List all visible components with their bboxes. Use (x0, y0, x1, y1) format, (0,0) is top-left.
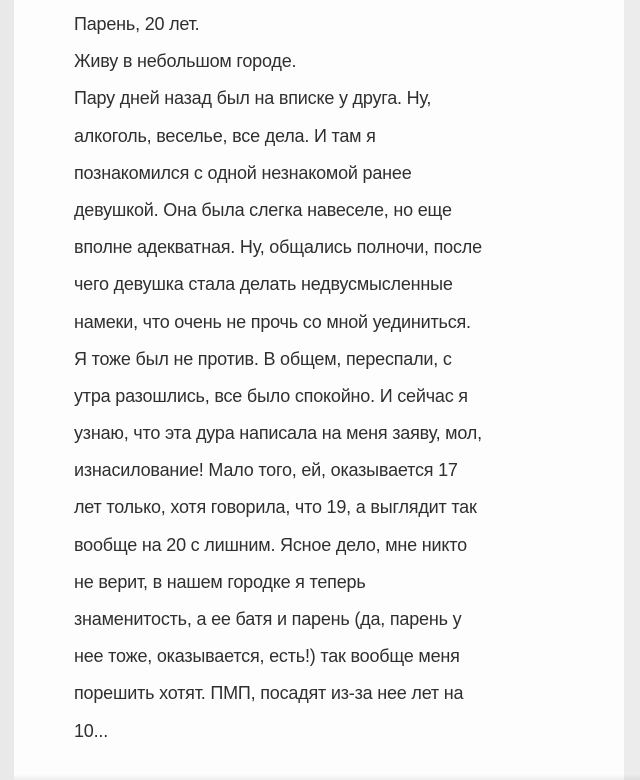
post-line: нее тоже, оказывается, есть!) так вообще меня (74, 646, 460, 667)
post-line: чего девушка стала делать недвусмысленные (74, 274, 453, 295)
post-line: познакомился с одной незнакомой ранее (74, 162, 412, 183)
post-line: 10... (74, 720, 109, 741)
post-line: знаменитость, а ее батя и парень (да, парень у (74, 609, 462, 629)
post-line: алкоголь, веселье, все дела. И там я (74, 125, 376, 146)
post-line: Пару дней назад был на вписке у друга. Ну, (74, 88, 432, 109)
post-line: изнасилование! Мало того, ей, оказывается 17 (74, 460, 458, 481)
post-line: намеки, что очень не прочь со мной уединиться. (74, 311, 471, 332)
post-line: узнаю, что эта дура написала на меня заяву, мол, (74, 423, 482, 444)
post-line: Парень, 20 лет. (74, 14, 200, 34)
post-line: утра разошлись, все было спокойно. И сейчас я (74, 385, 468, 406)
post-line: порешить хотят. ПМП, посадят из-за нее лет на (74, 683, 464, 704)
post-line: Я тоже был не против. В общем, переспали, с (74, 348, 452, 369)
post-text (74, 6, 614, 750)
post-line: лет только, хотя говорила, что 19, а выглядит так (74, 497, 477, 518)
post-line: вполне адекватная. Ну, общались полночи, после (74, 237, 482, 258)
bottom-divider (14, 774, 640, 780)
post-line: вообще на 20 с лишним. Ясное дело, мне никто (74, 534, 467, 555)
post-line: девушкой. Она была слегка навеселе, но еще (74, 199, 452, 220)
post-line: Живу в небольшом городе. (74, 51, 297, 72)
post-line: не верит, в нашем городке я теперь (74, 571, 366, 592)
